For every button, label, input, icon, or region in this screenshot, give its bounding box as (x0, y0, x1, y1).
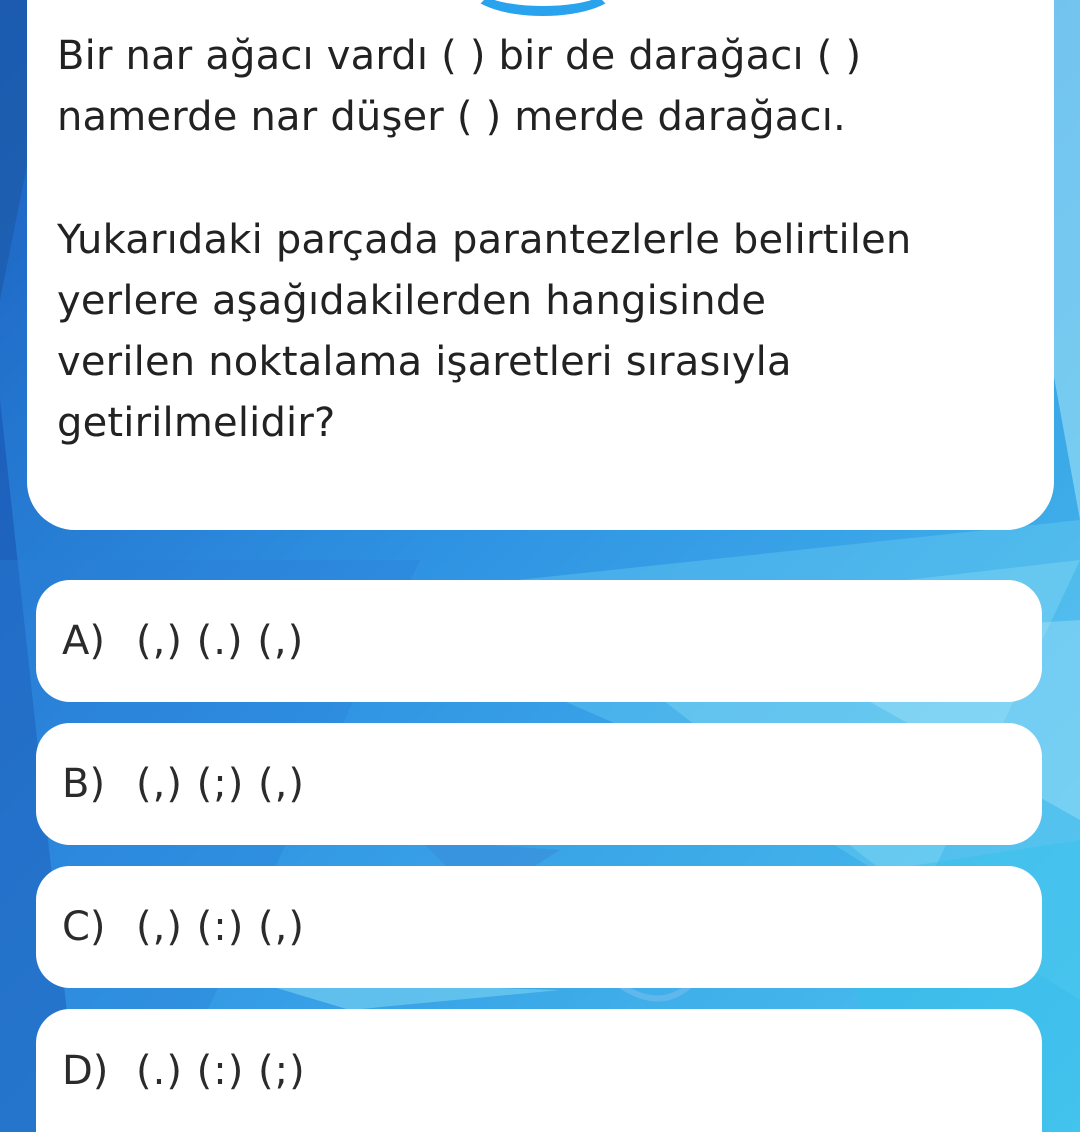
question-card (27, 0, 1054, 530)
option-answer: (.) (:) (;) (136, 1047, 306, 1094)
answer-option-c[interactable] (36, 866, 1042, 988)
option-letter: C) (62, 904, 106, 950)
prompt-line: verilen noktalama işaretleri sırasıyla (57, 339, 792, 385)
question-prompt (57, 210, 1024, 454)
passage-line: Bir nar ağacı vardı ( ) bir de darağacı ( ) (57, 33, 862, 79)
answer-option-a[interactable] (36, 580, 1042, 702)
option-answer: (,) (;) (,) (136, 761, 305, 807)
option-answer: (,) (.) (,) (136, 618, 305, 664)
answer-option-b[interactable] (36, 723, 1042, 845)
option-letter: B) (62, 761, 106, 807)
option-letter: A) (62, 618, 105, 664)
option-letter: D) (62, 1047, 109, 1094)
prompt-line: yerlere aşağıdakilerden hangisinde (57, 278, 767, 324)
option-answer: (,) (:) (,) (136, 904, 305, 950)
passage-line: namerde nar düşer ( ) merde darağacı. (57, 94, 846, 140)
answer-option-d[interactable] (36, 1009, 1042, 1132)
prompt-line: Yukarıdaki parçada parantezlerle belirtilen (57, 217, 912, 263)
prompt-line: getirilmelidir? (57, 400, 336, 446)
question-passage (57, 26, 1024, 148)
